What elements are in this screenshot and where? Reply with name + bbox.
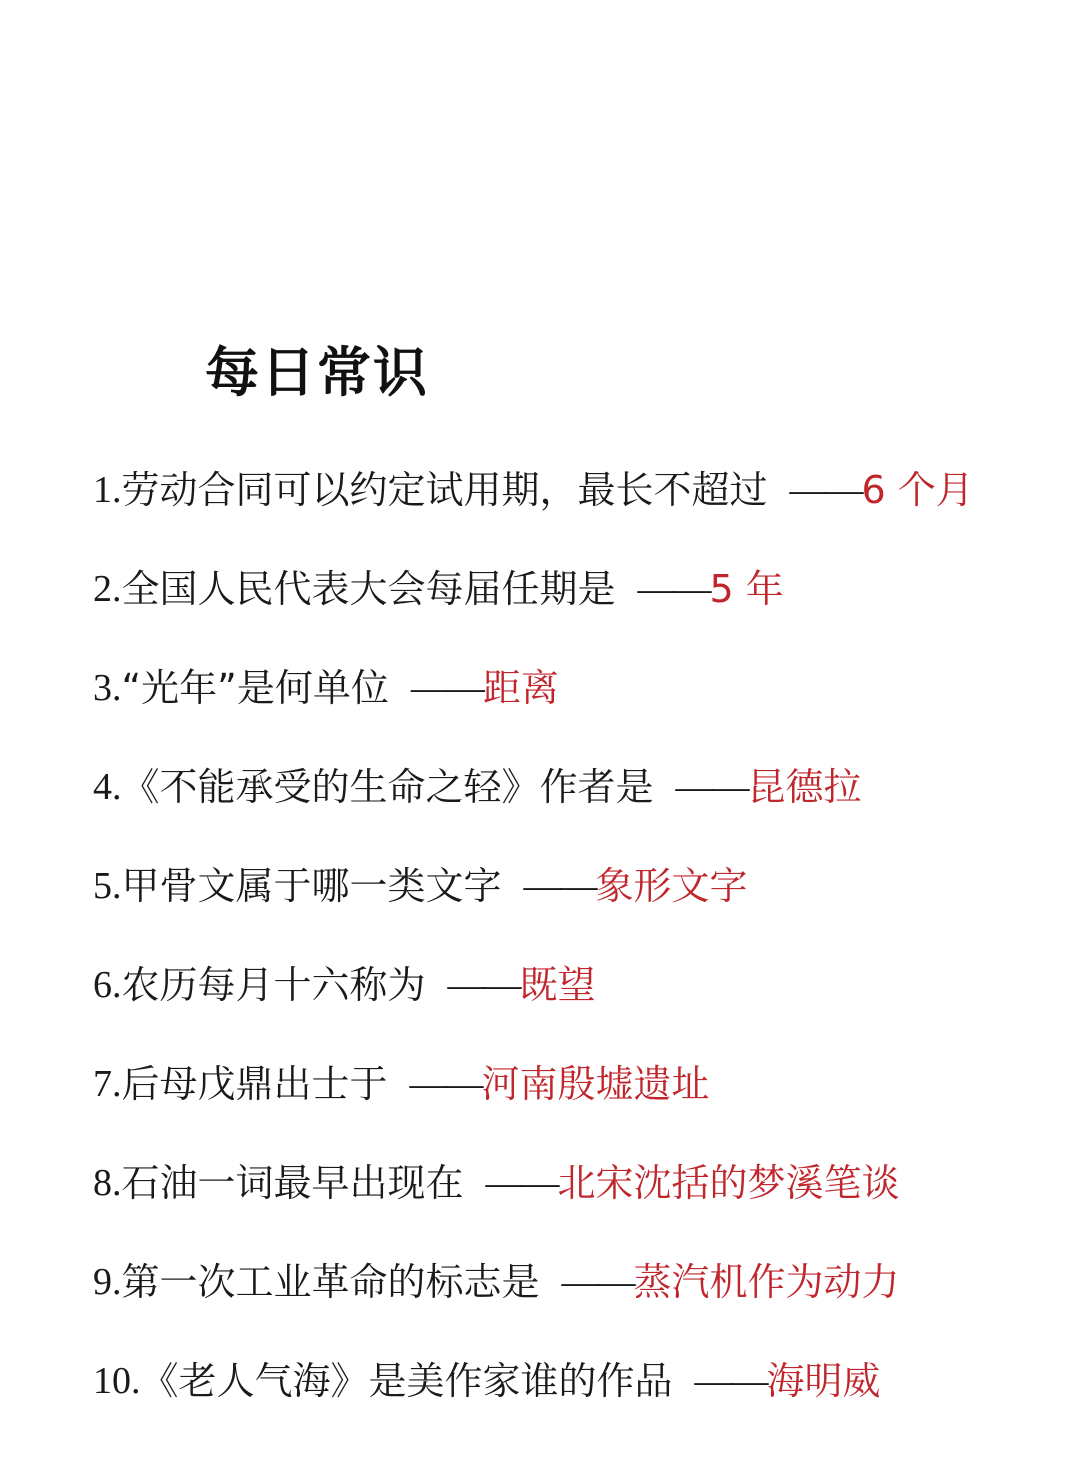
item-number: 8. bbox=[93, 1161, 122, 1204]
item-number: 6. bbox=[93, 963, 122, 1006]
item-answer: 象形文字 bbox=[595, 863, 748, 908]
item-question: 《不能承受的生命之轻》作者是 bbox=[121, 764, 654, 809]
item-number: 5. bbox=[93, 864, 122, 907]
list-item bbox=[93, 737, 1053, 836]
list-item bbox=[93, 638, 1053, 737]
item-dash: —— bbox=[675, 765, 748, 808]
list-item bbox=[93, 1331, 1053, 1430]
item-question: 第一次工业革命的标志是 bbox=[121, 1259, 540, 1304]
page-title: 每日常识 bbox=[205, 341, 429, 404]
item-dash: —— bbox=[410, 666, 483, 709]
item-answer: 北宋沈括的梦溪笔谈 bbox=[557, 1160, 900, 1205]
item-number: 2. bbox=[93, 567, 122, 610]
item-dash: —— bbox=[447, 963, 520, 1006]
item-number: 7. bbox=[93, 1062, 122, 1105]
item-number: 1. bbox=[93, 468, 122, 511]
item-number: 4. bbox=[93, 765, 122, 808]
item-answer: 距离 bbox=[482, 665, 559, 710]
list-item bbox=[93, 1034, 1053, 1133]
list-item bbox=[93, 539, 1053, 638]
item-question: 劳动合同可以约定试用期，最长不超过 bbox=[121, 467, 768, 512]
item-question: 《老人气海》是美作家谁的作品 bbox=[140, 1358, 673, 1403]
item-dash: —— bbox=[561, 1260, 634, 1303]
item-answer: 5 年 bbox=[709, 566, 784, 611]
item-question: 石油一词最早出现在 bbox=[121, 1160, 464, 1205]
item-answer: 6 个月 bbox=[861, 467, 974, 512]
item-dash: —— bbox=[789, 468, 862, 511]
knowledge-list bbox=[93, 440, 1053, 1430]
item-answer: 昆德拉 bbox=[747, 764, 862, 809]
item-dash: —— bbox=[637, 567, 710, 610]
item-question: 甲骨文属于哪一类文字 bbox=[121, 863, 502, 908]
item-question: “光年”是何单位 bbox=[121, 665, 389, 710]
list-item bbox=[93, 440, 1053, 539]
item-number: 3. bbox=[93, 666, 122, 709]
item-dash: —— bbox=[485, 1161, 558, 1204]
item-answer: 蒸汽机作为动力 bbox=[633, 1259, 900, 1304]
item-question: 农历每月十六称为 bbox=[121, 962, 426, 1007]
item-dash: —— bbox=[694, 1359, 767, 1402]
item-answer: 河南殷墟遗址 bbox=[481, 1061, 710, 1106]
item-dash: —— bbox=[409, 1062, 482, 1105]
item-answer: 海明威 bbox=[766, 1358, 881, 1403]
item-dash: —— bbox=[523, 864, 596, 907]
item-answer: 既望 bbox=[519, 962, 596, 1007]
list-item bbox=[93, 935, 1053, 1034]
list-item bbox=[93, 1133, 1053, 1232]
item-question: 全国人民代表大会每届任期是 bbox=[121, 566, 616, 611]
list-item bbox=[93, 1232, 1053, 1331]
item-number: 10. bbox=[93, 1359, 141, 1402]
item-question: 后母戊鼎出士于 bbox=[121, 1061, 388, 1106]
list-item bbox=[93, 836, 1053, 935]
item-number: 9. bbox=[93, 1260, 122, 1303]
